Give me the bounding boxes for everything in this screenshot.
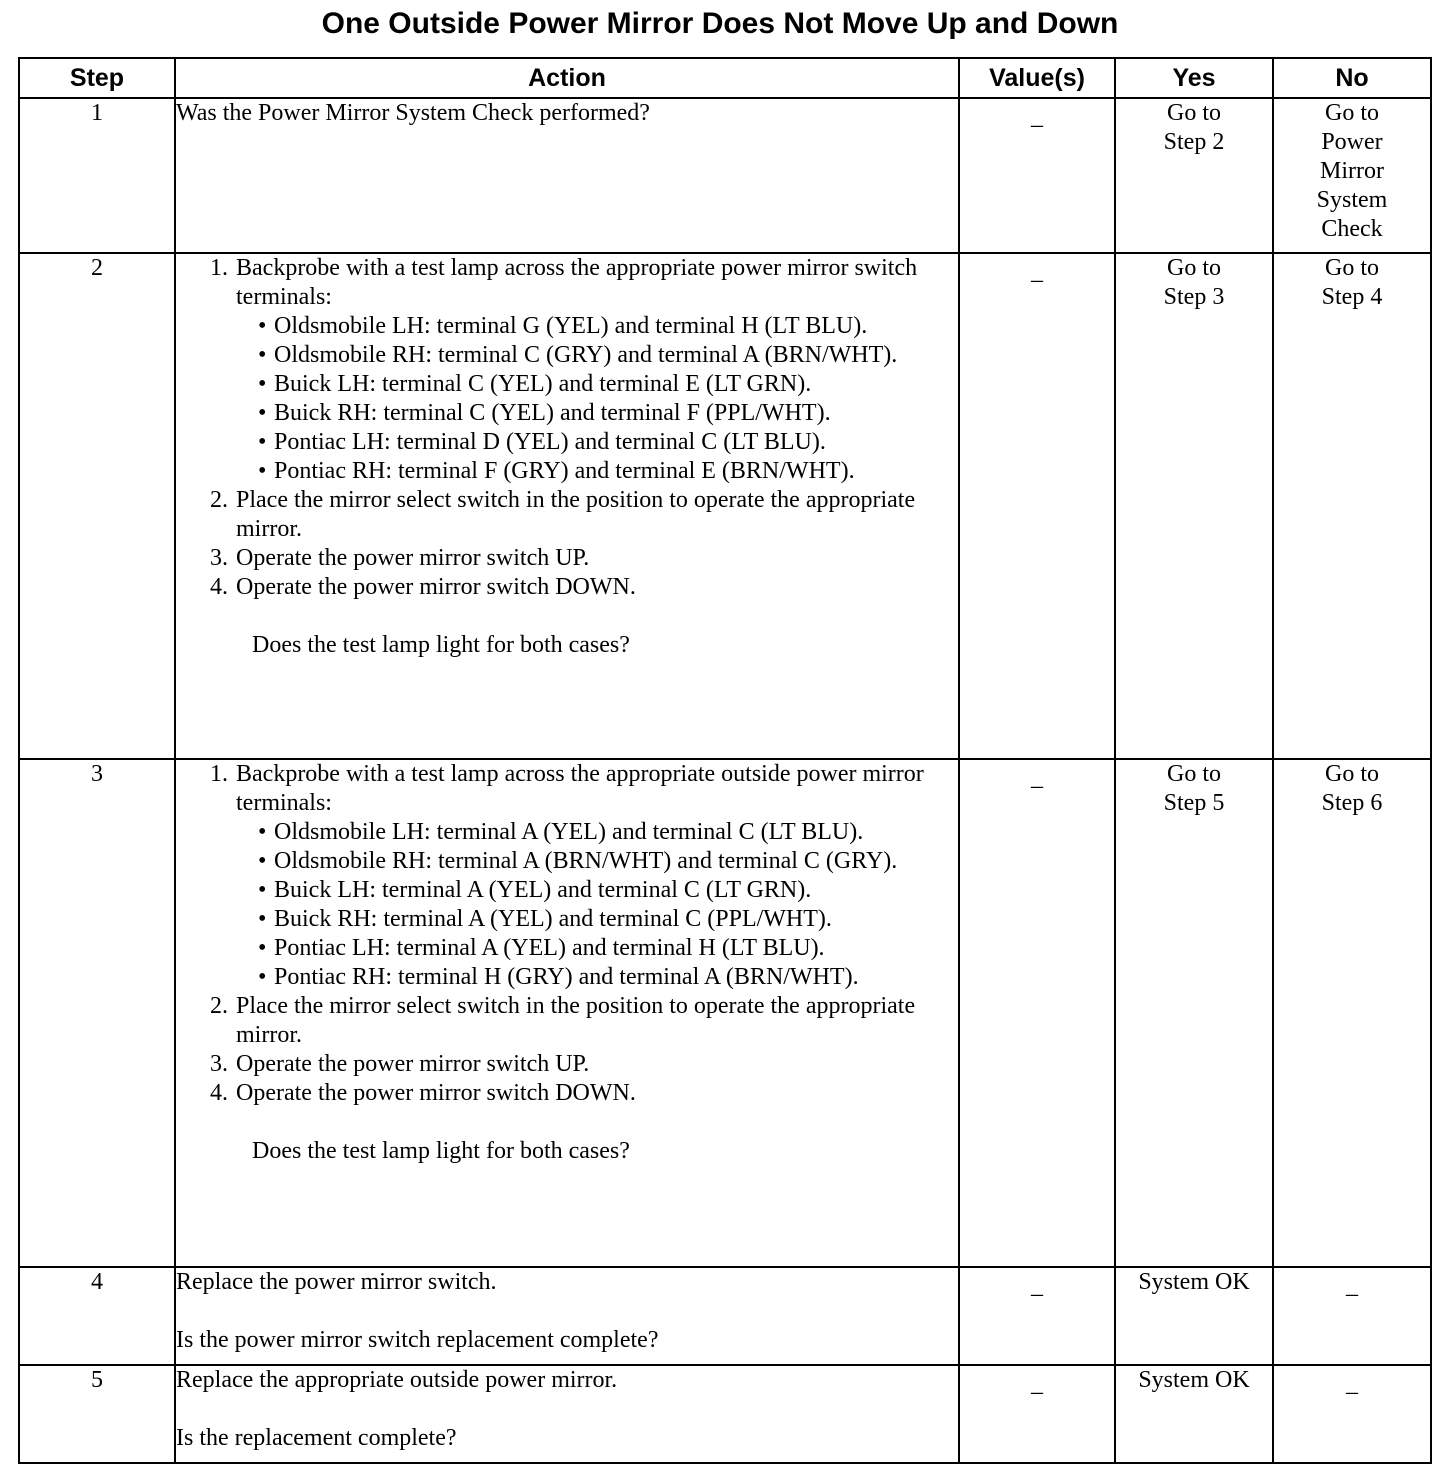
action-text: Replace the appropriate outside power mirror. — [176, 1367, 618, 1393]
diagnostic-table — [18, 57, 1432, 1464]
action-text: Was the Power Mirror System Check performed? — [176, 100, 650, 126]
question-text: Is the replacement complete? — [176, 1425, 457, 1451]
question-text: Does the test lamp light for both cases? — [252, 1138, 630, 1164]
yes-cell — [1115, 759, 1273, 1267]
table-row — [19, 253, 1431, 759]
header-yes: Yes — [1115, 58, 1273, 98]
procedure-list — [176, 760, 958, 1108]
step-number: 5 — [19, 1365, 175, 1463]
value-text: _ — [1031, 1273, 1043, 1299]
question-text: Does the test lamp light for both cases? — [252, 632, 630, 658]
header-action: Action — [175, 58, 959, 98]
terminal-item: • Pontiac LH: terminal A (YEL) and terminal H (LT BLU). — [274, 934, 958, 963]
table-row — [19, 1365, 1431, 1463]
no-text: Go to Step 6 — [1321, 761, 1383, 816]
procedure-item — [234, 760, 958, 992]
yes-text: System OK — [1138, 1269, 1250, 1295]
terminal-item: • Pontiac RH: terminal F (GRY) and terminal E (BRN/WHT). — [274, 457, 958, 486]
no-text: _ — [1346, 1273, 1358, 1299]
no-cell — [1273, 98, 1431, 253]
action-cell — [175, 98, 959, 253]
table-row — [19, 98, 1431, 253]
terminal-item: • Oldsmobile LH: terminal A (YEL) and terminal C (LT BLU). — [274, 818, 958, 847]
terminal-item: • Buick RH: terminal C (YEL) and terminal F (PPL/WHT). — [274, 399, 958, 428]
no-cell — [1273, 253, 1431, 759]
yes-cell — [1115, 98, 1273, 253]
no-text: Go to Step 4 — [1321, 255, 1383, 310]
terminal-item: • Pontiac RH: terminal H (GRY) and terminal A (BRN/WHT). — [274, 963, 958, 992]
header-step: Step — [19, 58, 175, 98]
step-number: 4 — [19, 1267, 175, 1365]
terminal-item: • Pontiac LH: terminal D (YEL) and terminal C (LT BLU). — [274, 428, 958, 457]
table-row — [19, 1267, 1431, 1365]
procedure-item: 2. Place the mirror select switch in the position to operate the appropriate mirror. — [234, 486, 958, 544]
action-cell — [175, 253, 959, 759]
yes-text: System OK — [1138, 1367, 1250, 1393]
procedure-item: 2. Place the mirror select switch in the position to operate the appropriate mirror. — [234, 992, 958, 1050]
no-text: _ — [1346, 1371, 1358, 1397]
header-no: No — [1273, 58, 1431, 98]
yes-cell — [1115, 253, 1273, 759]
action-cell — [175, 759, 959, 1267]
value-text: _ — [1031, 765, 1043, 791]
terminal-item: • Oldsmobile RH: terminal C (GRY) and terminal A (BRN/WHT). — [274, 341, 958, 370]
yes-cell — [1115, 1365, 1273, 1463]
no-cell — [1273, 1267, 1431, 1365]
yes-text: Go to Step 2 — [1163, 100, 1225, 155]
procedure-text: Backprobe with a test lamp across the appropriate outside power mirror terminals: — [236, 761, 924, 816]
header-values: Value(s) — [959, 58, 1115, 98]
yes-cell — [1115, 1267, 1273, 1365]
action-text: Replace the power mirror switch. — [176, 1269, 497, 1295]
value-cell — [959, 759, 1115, 1267]
no-cell — [1273, 1365, 1431, 1463]
table-header-row — [19, 58, 1431, 98]
procedure-item: 3. Operate the power mirror switch UP. — [234, 544, 958, 573]
step-number: 2 — [19, 253, 175, 759]
step-number: 1 — [19, 98, 175, 253]
terminal-item: • Buick LH: terminal C (YEL) and terminal E (LT GRN). — [274, 370, 958, 399]
no-cell — [1273, 759, 1431, 1267]
yes-text: Go to Step 5 — [1163, 761, 1225, 816]
no-text: Go to Power Mirror System Check — [1316, 100, 1388, 242]
procedure-item: 4. Operate the power mirror switch DOWN. — [234, 573, 958, 602]
value-text: _ — [1031, 1371, 1043, 1397]
value-cell — [959, 98, 1115, 253]
value-cell — [959, 1267, 1115, 1365]
terminal-item: • Oldsmobile RH: terminal A (BRN/WHT) and terminal C (GRY). — [274, 847, 958, 876]
procedure-item: 3. Operate the power mirror switch UP. — [234, 1050, 958, 1079]
step-number: 3 — [19, 759, 175, 1267]
value-cell — [959, 253, 1115, 759]
value-text: _ — [1031, 104, 1043, 130]
page-title: One Outside Power Mirror Does Not Move Up and Down — [321, 7, 1119, 40]
procedure-item: 4. Operate the power mirror switch DOWN. — [234, 1079, 958, 1108]
procedure-text: Backprobe with a test lamp across the appropriate power mirror switch terminals: — [236, 255, 918, 310]
terminal-list — [236, 312, 958, 486]
procedure-item — [234, 254, 958, 486]
procedure-list — [176, 254, 958, 602]
terminal-list — [236, 818, 958, 992]
terminal-item: • Buick RH: terminal A (YEL) and terminal C (PPL/WHT). — [274, 905, 958, 934]
yes-text: Go to Step 3 — [1163, 255, 1225, 310]
table-row — [19, 759, 1431, 1267]
value-text: _ — [1031, 259, 1043, 285]
terminal-item: • Buick LH: terminal A (YEL) and terminal C (LT GRN). — [274, 876, 958, 905]
action-cell — [175, 1267, 959, 1365]
terminal-item: • Oldsmobile LH: terminal G (YEL) and terminal H (LT BLU). — [274, 312, 958, 341]
value-cell — [959, 1365, 1115, 1463]
question-text: Is the power mirror switch replacement complete? — [176, 1327, 659, 1353]
action-cell — [175, 1365, 959, 1463]
